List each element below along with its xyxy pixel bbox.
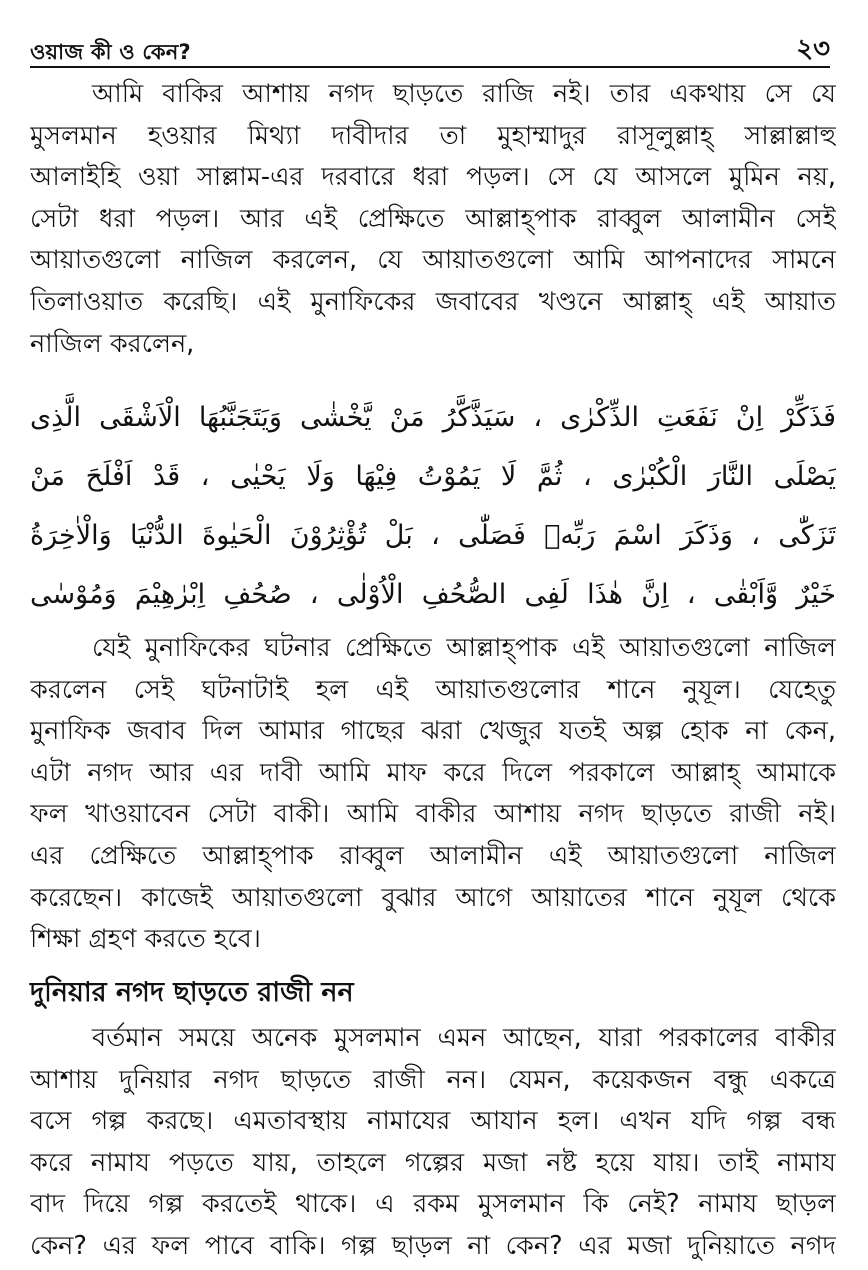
arabic-verse-line: يَصْلَى النَّارَ الْكُبْرٰى ، ثُمَّ لَا يَمُوْتُ فِيْهَا وَلَا يَحْيٰى ، قَدْ اَفْلَحَ مَنْ (30, 461, 836, 492)
paragraph-line: আলাইহি ওয়া সাল্লাম-এর দরবারে ধরা পড়ল। সে যে আসলে মুমিন নয়, (30, 162, 836, 193)
paragraph-line: মুসলমান হওয়ার মিথ্যা দাবীদার তা মুহাম্মাদুর রাসূলুল্লাহ্ সাল্লাল্লাহু (30, 120, 836, 151)
arabic-verse-line: خَيْرٌ وَّاَبْقٰى ، اِنَّ هٰذَا لَفِى الصُّحُفِ الْاُوْلٰى ، صُحُفِ اِبْرٰهِيْمَ وَمُوْسٰى (30, 579, 836, 610)
paragraph-1 (30, 74, 836, 365)
paragraph-line: বাদ দিয়ে গল্প করতেই থাকে। এ রকম মুসলমান কি নেই? নামায ছাড়ল (30, 1189, 836, 1220)
paragraph-line: আশায় দুনিয়ার নগদ ছাড়তে রাজী নন। যেমন, কয়েকজন বন্ধু একত্রে (30, 1064, 836, 1095)
paragraph-line: করেছেন। কাজেই আয়াতগুলো বুঝার আগে আয়াতের শানে নুযূল থেকে (30, 882, 836, 913)
paragraph-line: শিক্ষা গ্রহণ করতে হবে। (30, 924, 261, 955)
paragraph-line: বসে গল্প করছে। এমতাবস্থায় নামাযের আযান হল। এখন যদি গল্প বন্ধ (30, 1106, 836, 1137)
section-heading: দুনিয়ার নগদ ছাড়তে রাজী নন (30, 977, 354, 1008)
paragraph-line: কেন? এর ফল পাবে বাকি। গল্প ছাড়ল না কেন? এর মজা দুনিয়াতে নগদ (30, 1230, 836, 1261)
arabic-verse-line: تَزَكّٰى ، وَذَكَرَ اسْمَ رَبِّهٖ فَصَلّٰى ، بَلْ تُؤْثِرُوْنَ الْحَيٰوةَ الدُّنْيَا وَالْاٰخِرَةُ (30, 520, 836, 551)
arabic-verse-line: فَذَكِّرْ اِنْ نَفَعَتِ الذِّكْرٰى ، سَيَذَّكَّرُ مَنْ يَّخْشٰى وَيَتَجَنَّبُهَا الْاَشْقَى الَّذِى (30, 402, 836, 433)
paragraph-line: এর প্রেক্ষিতে আল্লাহ্পাক রাব্বুল আলামীন এই আয়াতগুলো নাজিল (30, 840, 836, 871)
page-number: ২৩ (796, 34, 830, 64)
paragraph-line: আমি বাকির আশায় নগদ ছাড়তে রাজি নই। তার একথায় সে যে (92, 79, 836, 109)
paragraph-line: সেটা ধরা পড়ল। আর এই প্রেক্ষিতে আল্লাহ্পাক রাব্বুল আলামীন সেই (30, 203, 836, 234)
paragraph-line: বর্তমান সময়ে অনেক মুসলমান এমন আছেন, যারা পরকালের বাকীর (92, 1023, 836, 1053)
arabic-verses (30, 388, 836, 624)
paragraph-line: তিলাওয়াত করেছি। এই মুনাফিকের জবাবের খণ্ডনে আল্লাহ্ এই আয়াত (30, 286, 836, 317)
paragraph-line: নাজিল করলেন, (30, 328, 195, 359)
paragraph-line: করে নামায পড়তে যায়, তাহলে গল্পের মজা নষ্ট হয়ে যায়। তাই নামায (30, 1147, 836, 1178)
paragraph-line: এটা নগদ আর এর দাবী আমি মাফ করে দিলে পরকালে আল্লাহ্ আমাকে (30, 757, 836, 788)
paragraph-2 (30, 628, 836, 961)
paragraph-line: ফল খাওয়াবেন সেটা বাকী। আমি বাকীর আশায় নগদ ছাড়তে রাজী নই। (30, 799, 836, 830)
page-header (30, 28, 830, 68)
running-title: ওয়াজ কী ও কেন? (30, 40, 191, 64)
paragraph-line: করলেন সেই ঘটনাটাই হল এই আয়াতগুলোর শানে নুযূল। যেহেতু (30, 674, 836, 705)
paragraph-line: যেই মুনাফিকের ঘটনার প্রেক্ষিতে আল্লাহ্পাক এই আয়াতগুলো নাজিল (92, 633, 836, 663)
paragraph-line: মুনাফিক জবাব দিল আমার গাছের ঝরা খেজুর যতই অল্প হোক না কেন, (30, 716, 836, 747)
paragraph-3 (30, 1018, 836, 1268)
header-rule (30, 66, 830, 68)
paragraph-line: আয়াতগুলো নাজিল করলেন, যে আয়াতগুলো আমি আপনাদের সামনে (30, 245, 836, 276)
